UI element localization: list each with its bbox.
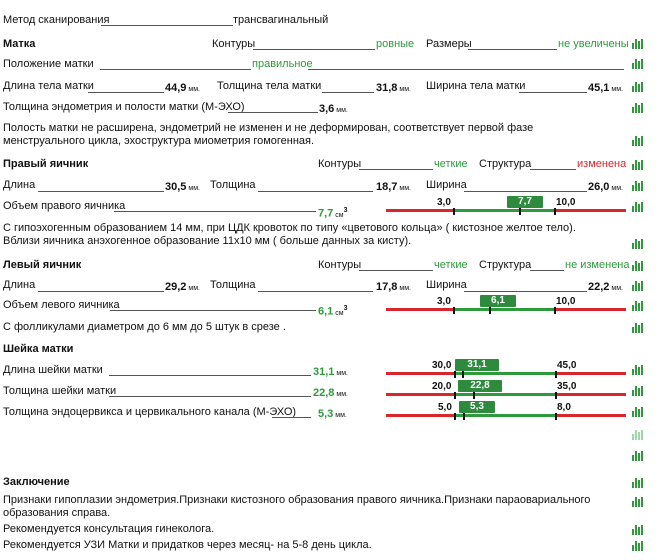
range-min-label: 3,0 [437, 197, 451, 208]
range-max-label: 8,0 [557, 402, 571, 413]
bar-chart-icon[interactable] [632, 407, 644, 417]
underline [100, 69, 251, 70]
bar-chart-icon[interactable] [632, 451, 644, 461]
underline [38, 191, 164, 192]
range-min-tick [454, 413, 456, 420]
bar-chart-icon[interactable] [632, 301, 644, 311]
underline [322, 92, 374, 93]
underline [530, 270, 564, 271]
right-ovary-thickness-value: 18,7 мм. [376, 181, 411, 193]
normal-range-segment [454, 308, 555, 311]
range-value-badge: 5,3 [459, 401, 495, 413]
cervix-endocervix-value: 5,3 мм. [318, 408, 347, 420]
underline [359, 169, 433, 170]
underline [109, 396, 311, 397]
right-ovary-length-value: 30,5 мм. [165, 181, 200, 193]
right-ovary-volume-range-bar [386, 209, 626, 212]
left-ovary-volume-label: Объем левого яичника [3, 299, 120, 311]
recommendation-2: Рекомендуется УЗИ Матки и придатков через месяц- на 5-8 день цикла. [3, 539, 372, 551]
range-min-label: 3,0 [437, 296, 451, 307]
right-ovary-note: С гипоэхогенным образованием 14 мм, при ЦДК кровоток по типу «цветового кольца» ( кистозное желтое тело). Вблизи яичника анэхогенное образование 11х10 мм ( больше данных за кисту). [3, 222, 576, 247]
underline [308, 69, 624, 70]
bar-chart-icon[interactable] [632, 181, 644, 191]
range-max-tick [554, 208, 556, 215]
right-ovary-thickness-label: Толщина [210, 179, 256, 191]
uterus-position-value: правильное [252, 58, 313, 70]
right-ovary-section-title: Правый яичник [3, 158, 89, 170]
underline [109, 375, 311, 376]
bar-chart-icon[interactable] [632, 541, 644, 551]
bar-chart-icon[interactable] [632, 386, 644, 396]
bar-chart-icon[interactable] [632, 323, 644, 333]
range-max-tick [555, 371, 557, 378]
underline [468, 49, 557, 50]
underline [101, 25, 233, 26]
right-ovary-contours-value: четкие [434, 158, 468, 170]
uterus-contours-value: ровные [376, 38, 415, 50]
uterus-section-title: Матка [3, 38, 36, 50]
uterus-width-label: Ширина тела матки [426, 80, 526, 92]
left-ovary-structure-value: не изменена [565, 259, 630, 271]
range-value-tick [519, 208, 521, 215]
bar-chart-icon[interactable] [632, 478, 644, 488]
left-ovary-section-title: Левый яичник [3, 259, 82, 271]
range-min-tick [454, 392, 456, 399]
cervix-thickness-value: 22,8 мм. [313, 387, 348, 399]
range-min-label: 5,0 [438, 402, 452, 413]
uterus-contours-label: Контуры [212, 38, 256, 50]
cervix-length-value: 31,1 мм. [313, 366, 348, 378]
underline [359, 270, 433, 271]
bar-chart-icon[interactable] [632, 59, 644, 69]
range-max-tick [555, 413, 557, 420]
bar-chart-icon[interactable] [632, 160, 644, 170]
left-ovary-note: С фолликулами диаметром до 6 мм до 5 штук в срезе . [3, 321, 286, 333]
uterus-width-value: 45,1 мм. [588, 82, 623, 94]
left-ovary-thickness-label: Толщина [210, 279, 256, 291]
underline [530, 169, 576, 170]
cervix-endocervix-range-bar [386, 414, 626, 417]
uterus-size-label: Размеры [426, 38, 472, 50]
right-ovary-volume-label: Объем правого яичника [3, 200, 126, 212]
range-value-tick [463, 413, 465, 420]
range-value-tick [473, 392, 475, 399]
right-ovary-width-label: Ширина [426, 179, 467, 191]
cervix-length-label: Длина шейки матки [3, 364, 103, 376]
uterus-length-value: 44,9 мм. [165, 82, 200, 94]
uterus-endometrium-value: 3,6 мм. [319, 103, 348, 115]
range-value-tick [462, 371, 464, 378]
range-value-badge: 22,8 [458, 380, 502, 392]
uterus-thickness-value: 31,8 мм. [376, 82, 411, 94]
bar-chart-icon[interactable] [632, 39, 644, 49]
underline [38, 291, 164, 292]
right-ovary-width-value: 26,0 мм. [588, 181, 623, 193]
scan-method-label: Метод сканирования [3, 14, 110, 26]
bar-chart-icon[interactable] [632, 525, 644, 535]
left-ovary-length-value: 29,2 мм. [165, 281, 200, 293]
left-ovary-contours-label: Контуры [318, 259, 362, 271]
underline [272, 417, 311, 418]
cervix-section-title: Шейка матки [3, 343, 74, 355]
range-max-label: 45,0 [557, 360, 577, 371]
left-ovary-length-label: Длина [3, 279, 36, 291]
right-ovary-length-label: Длина [3, 179, 36, 191]
underline [258, 191, 373, 192]
range-max-label: 10,0 [556, 197, 576, 208]
conclusion-title: Заключение [3, 476, 70, 488]
cervix-endocervix-label: Толщина эндоцервикса и цервикального канала (М-ЭХО) [3, 406, 297, 418]
right-ovary-contours-label: Контуры [318, 158, 362, 170]
range-value-badge: 7,7 [507, 196, 543, 208]
normal-range-segment [454, 414, 555, 417]
uterus-size-value: не увеличены [558, 38, 629, 50]
underline [258, 291, 373, 292]
bar-chart-icon[interactable] [632, 202, 644, 212]
recommendation-1: Рекомендуется консультация гинеколога. [3, 523, 215, 535]
range-value-badge: 6,1 [480, 295, 516, 307]
left-ovary-contours-value: четкие [434, 259, 468, 271]
underline [228, 112, 318, 113]
range-max-label: 35,0 [557, 381, 577, 392]
range-min-tick [453, 307, 455, 314]
uterus-description: Полость матки не расширена, эндометрий не изменен и не деформирован, соответствует первой фазе менструального цикла, эхоструктура миометрия гомогенная. [3, 122, 534, 147]
underline [464, 191, 587, 192]
range-min-label: 20,0 [432, 381, 452, 392]
normal-range-segment [454, 372, 555, 375]
cervix-thickness-range-bar [386, 393, 626, 396]
bar-chart-icon[interactable] [632, 82, 644, 92]
scan-method-value: трансвагинальный [233, 14, 329, 26]
underline [110, 310, 316, 311]
right-ovary-volume-value: 7,7 $см^3$ [318, 207, 348, 220]
bar-chart-icon[interactable] [632, 365, 644, 375]
range-min-tick [453, 208, 455, 215]
cervix-length-range-bar [386, 372, 626, 375]
uterus-thickness-label: Толщина тела матки [217, 80, 322, 92]
uterus-length-label: Длина тела матки [3, 80, 94, 92]
normal-range-segment [454, 209, 555, 212]
range-value-badge: 31,1 [455, 359, 499, 371]
underline [464, 291, 587, 292]
uterus-endometrium-label: Толщина эндометрия и полости матки (М-ЭХО) [3, 101, 245, 113]
conclusion-text: Признаки гипоплазии эндометрия.Признаки кистозного образования правого яичника.Признаки параовариального образования справа. [3, 494, 591, 519]
underline [88, 92, 164, 93]
bar-chart-icon[interactable] [632, 430, 644, 440]
range-value-tick [489, 307, 491, 314]
right-ovary-structure-value: изменена [577, 158, 627, 170]
range-max-label: 10,0 [556, 296, 576, 307]
normal-range-segment [454, 393, 555, 396]
underline [114, 211, 316, 212]
underline [519, 92, 587, 93]
range-min-label: 30,0 [432, 360, 452, 371]
bar-chart-icon[interactable] [632, 239, 644, 249]
bar-chart-icon[interactable] [632, 261, 644, 271]
right-ovary-structure-label: Структура [479, 158, 532, 170]
range-max-tick [555, 392, 557, 399]
left-ovary-width-label: Ширина [426, 279, 467, 291]
left-ovary-width-value: 22,2 мм. [588, 281, 623, 293]
left-ovary-volume-value: 6,1 $см^3$ [318, 305, 348, 318]
left-ovary-structure-label: Структура [479, 259, 532, 271]
left-ovary-volume-range-bar [386, 308, 626, 311]
range-max-tick [554, 307, 556, 314]
cervix-thickness-label: Толщина шейки матки [3, 385, 117, 397]
bar-chart-icon[interactable] [632, 136, 644, 146]
range-min-tick [454, 371, 456, 378]
bar-chart-icon[interactable] [632, 103, 644, 113]
left-ovary-thickness-value: 17,8 мм. [376, 281, 411, 293]
underline [253, 49, 375, 50]
bar-chart-icon[interactable] [632, 281, 644, 291]
bar-chart-icon[interactable] [632, 497, 644, 507]
uterus-position-label: Положение матки [3, 58, 94, 70]
